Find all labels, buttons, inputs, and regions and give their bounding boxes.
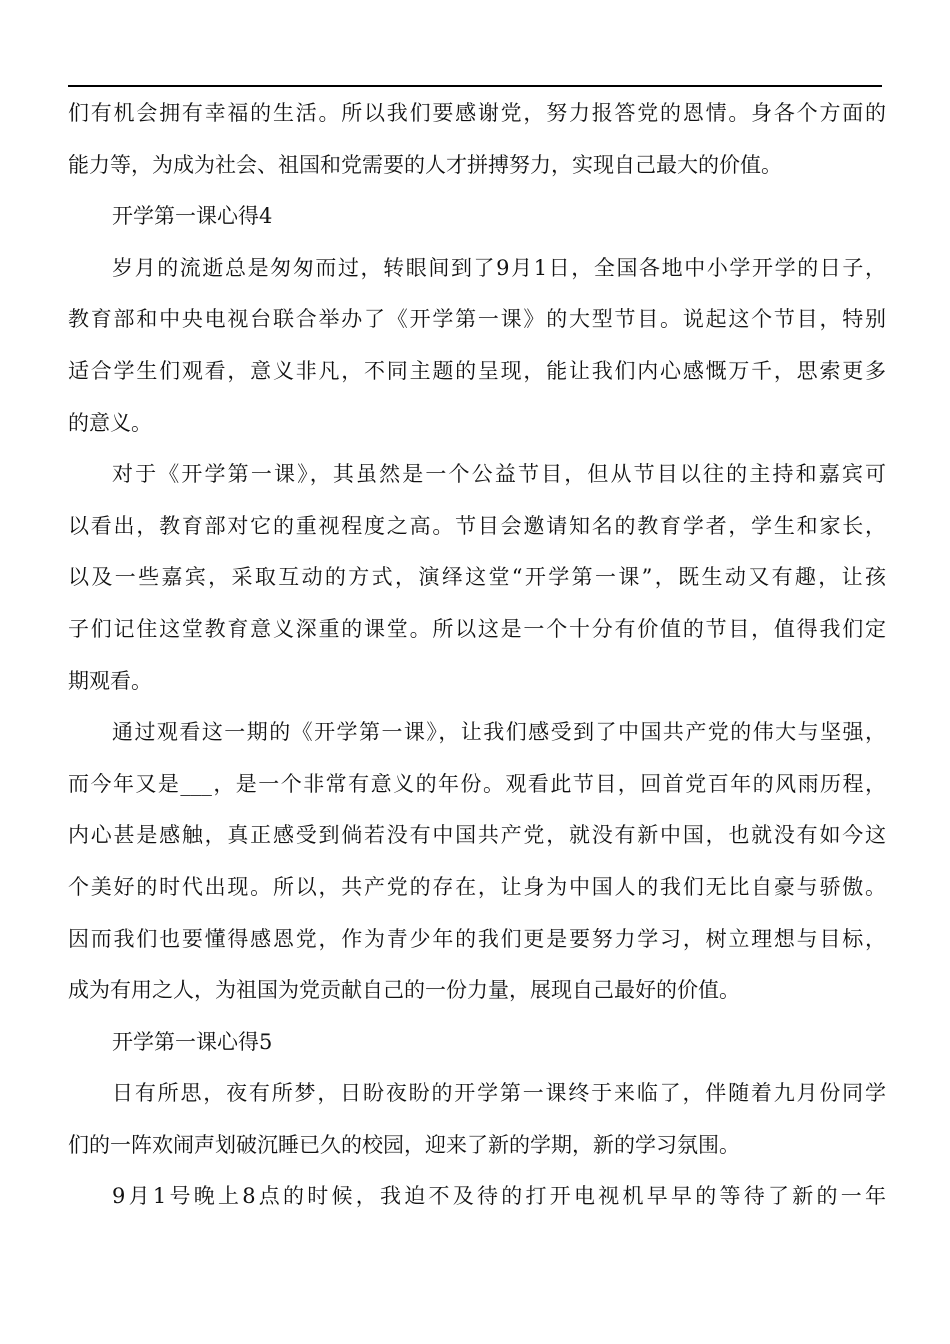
text-line: 们有机会拥有幸福的生活。所以我们要感谢党，努力报答党的恩情。身各个方面的 — [68, 101, 886, 125]
text-line: 能力等，为成为社会、祖国和党需要的人才拼搏努力，实现自己最大的价值。 — [68, 152, 782, 177]
text-line: 对于《开学第一课》，其虽然是一个公益节目，但从节目以往的主持和嘉宾可 — [112, 462, 886, 487]
section-heading: 开学第一课心得5 — [112, 1029, 273, 1054]
text-line: 个美好的时代出现。所以，共产党的存在，让身为中国人的我们无比自豪与骄傲。 — [68, 874, 886, 899]
text-line: 9月1号晚上8点的时候，我迫不及待的打开电视机早早的等待了新的一年 — [112, 1184, 886, 1209]
header-rule — [68, 85, 882, 87]
text-line: 而今年又是___，是一个非常有意义的年份。观看此节目，回首党百年的风雨历程， — [68, 771, 886, 796]
text-line: 日有所思，夜有所梦，日盼夜盼的开学第一课终于来临了，伴随着九月份同学 — [112, 1081, 886, 1106]
section-heading: 开学第一课心得4 — [112, 204, 273, 229]
text-line: 子们记住这堂教育意义深重的课堂。所以这是一个十分有价值的节目，值得我们定 — [68, 616, 886, 641]
text-line: 适合学生们观看，意义非凡，不同主题的呈现，能让我们内心感慨万千，思索更多 — [68, 358, 886, 383]
text-line: 期观看。 — [68, 668, 152, 693]
text-line: 的意义。 — [68, 410, 152, 435]
text-line: 成为有用之人，为祖国为党贡献自己的一份力量，展现自己最好的价值。 — [68, 978, 740, 1003]
text-line: 以看出，教育部对它的重视程度之高。节目会邀请知名的教育学者，学生和家长， — [68, 513, 886, 538]
text-line: 们的一阵欢闹声划破沉睡已久的校园，迎来了新的学期，新的学习氛围。 — [68, 1132, 740, 1157]
text-line: 以及一些嘉宾，采取互动的方式，演绎这堂“开学第一课”，既生动又有趣，让孩 — [68, 565, 886, 590]
text-line: 内心甚是感触，真正感受到倘若没有中国共产党，就没有新中国，也就没有如今这 — [68, 823, 886, 848]
text-line: 岁月的流逝总是匆匆而过，转眼间到了9月1日，全国各地中小学开学的日子， — [112, 255, 886, 280]
document-body — [68, 88, 886, 1223]
text-line: 通过观看这一期的《开学第一课》，让我们感受到了中国共产党的伟大与坚强， — [112, 720, 886, 745]
text-line: 教育部和中央电视台联合举办了《开学第一课》的大型节目。说起这个节目，特别 — [68, 307, 886, 332]
text-line: 因而我们也要懂得感恩党，作为青少年的我们更是要努力学习，树立理想与目标， — [68, 926, 886, 951]
